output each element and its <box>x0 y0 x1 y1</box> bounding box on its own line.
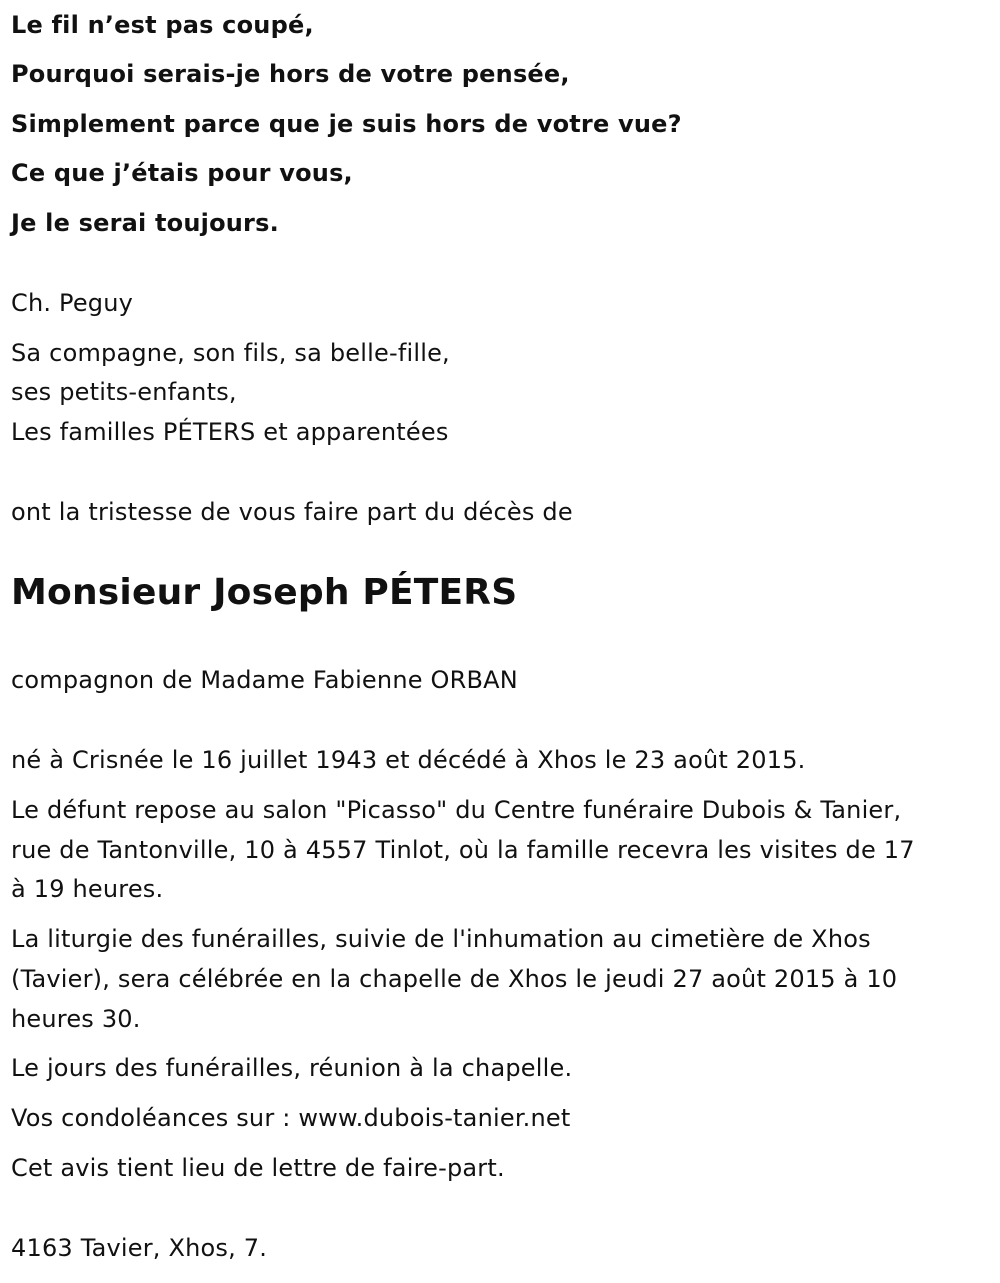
rest-line-1: Le défunt repose au salon "Picasso" du Centre funéraire Dubois & Tanier, <box>11 796 902 824</box>
address-text: 4163 Tavier, Xhos, 7. <box>11 1234 268 1262</box>
condolences-text: Vos condoléances sur : www.dubois-tanier.net <box>11 1104 571 1132</box>
poem-line-4: Ce que j’étais pour vous, <box>11 159 353 187</box>
liturgy-line-2: (Tavier), sera célébrée en la chapelle de Xhos le jeudi 27 août 2015 à 10 <box>11 965 898 993</box>
birth-death-text: né à Crisnée le 16 juillet 1943 et décédé à Xhos le 23 août 2015. <box>11 746 806 774</box>
family-line-1: Sa compagne, son fils, sa belle-fille, <box>11 339 450 367</box>
deceased-name: Monsieur Joseph PÉTERS <box>11 572 518 613</box>
liturgy-line-1: La liturgie des funérailles, suivie de l'inhumation au cimetière de Xhos <box>11 925 871 953</box>
rest-line-3: à 19 heures. <box>11 875 164 903</box>
poem-line-1: Le fil n’est pas coupé, <box>11 11 314 39</box>
meeting-text: Le jours des funérailles, réunion à la chapelle. <box>11 1054 573 1082</box>
liturgy-line-3: heures 30. <box>11 1005 141 1033</box>
notice-text: Cet avis tient lieu de lettre de faire-part. <box>11 1154 505 1182</box>
poem-author: Ch. Peguy <box>11 289 134 317</box>
poem-line-3: Simplement parce que je suis hors de votre vue? <box>11 110 682 138</box>
family-line-2: ses petits-enfants, <box>11 378 237 406</box>
poem-line-5: Je le serai toujours. <box>11 209 279 237</box>
rest-line-2: rue de Tantonville, 10 à 4557 Tinlot, où la famille recevra les visites de 17 <box>11 836 915 864</box>
announcement-text: ont la tristesse de vous faire part du décès de <box>11 498 573 526</box>
deceased-relation: compagnon de Madame Fabienne ORBAN <box>11 666 518 694</box>
poem-line-2: Pourquoi serais-je hors de votre pensée, <box>11 60 570 88</box>
family-line-3: Les familles PÉTERS et apparentées <box>11 418 449 446</box>
